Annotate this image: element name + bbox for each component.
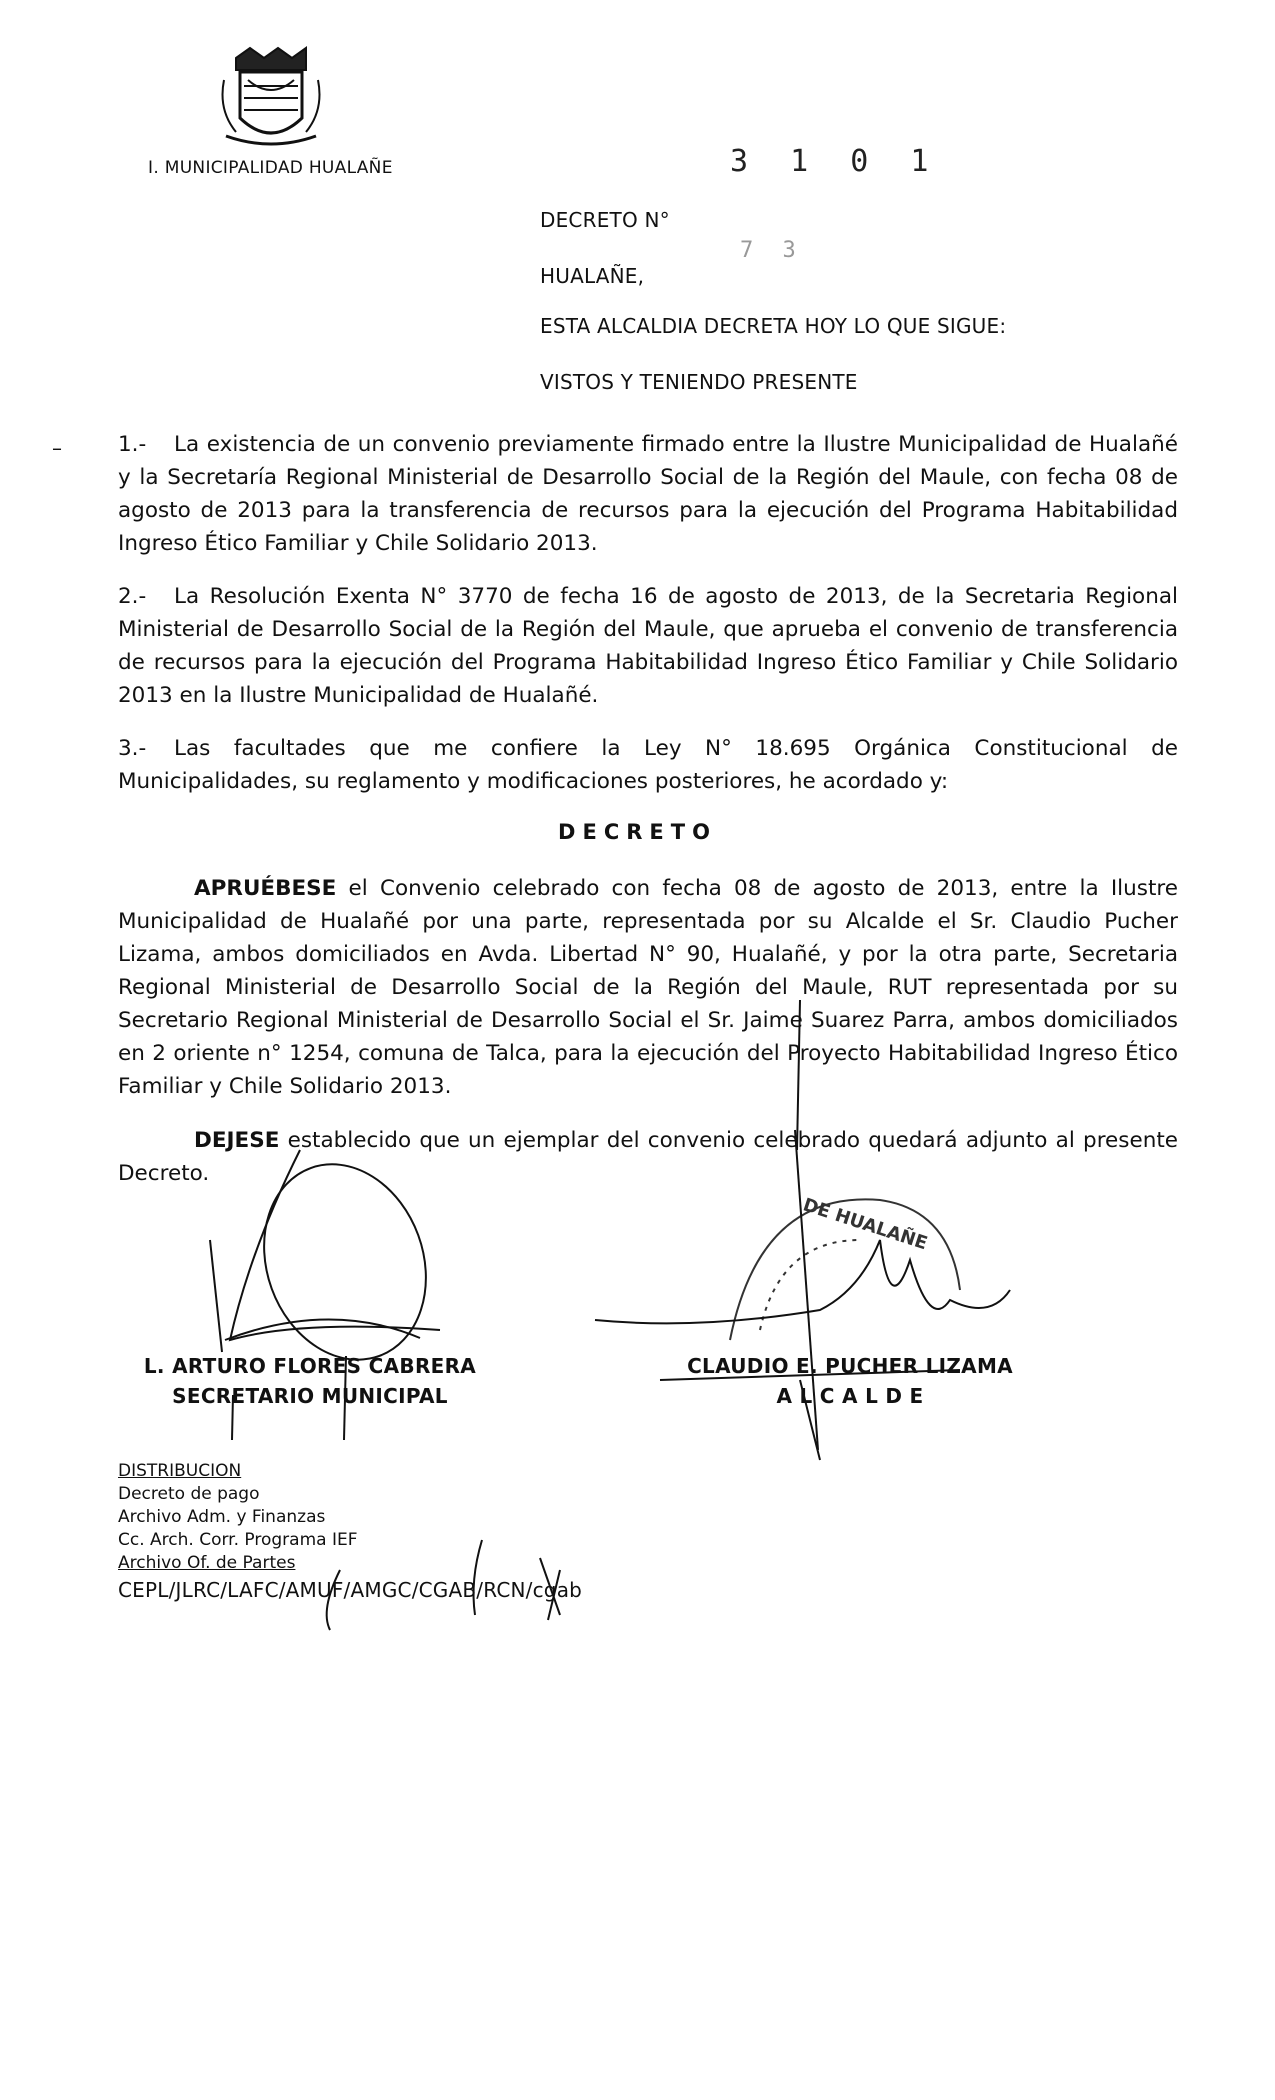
consideration-text: La Resolución Exenta N° 3770 de fecha 16 de agosto de 2013, de la Secretaria Regional Ministerial de Desarrollo Social de la Región del Maule, que aprueba el convenio de transferencia de recursos para la ejecución del Programa Habitabilidad Ingreso Ético Familiar y Chile Solidario 2013 en la Ilustre Municipalidad de Hualañé. <box>118 584 1178 708</box>
consideration-number: 1.- <box>118 432 147 457</box>
resolution-paragraph <box>118 872 1178 1103</box>
consideration-text: Las facultades que me confiere la Ley N° 18.695 Orgánica Constitucional de Municipalidades, su reglamento y modificaciones posteriores, he acordado y: <box>118 736 1178 794</box>
coat-of-arms-logo <box>223 48 320 144</box>
annex-text: establecido que un ejemplar del convenio celebrado quedará adjunto al presente Decreto. <box>118 1128 1178 1186</box>
decree-number-label: DECRETO N° <box>540 208 670 232</box>
decree-title: DECRETO <box>558 820 717 844</box>
margin-mark: – <box>52 436 62 460</box>
municipality-name: I. MUNICIPALIDAD HUALAÑE <box>148 158 393 178</box>
responsible-initials: CEPL/JLRC/LAFC/AMUF/AMGC/CGAB/RCN/cgab <box>118 1578 583 1602</box>
left-signatory-title: SECRETARIO MUNICIPAL <box>172 1384 448 1408</box>
annex-lead: DEJESE <box>194 1128 280 1153</box>
distribution-list <box>118 1460 357 1575</box>
distribution-item: Archivo Adm. y Finanzas <box>118 1507 326 1527</box>
distribution-item: Archivo Of. de Partes <box>118 1553 296 1573</box>
annex-paragraph <box>118 1124 1178 1190</box>
distribution-item: Cc. Arch. Corr. Programa IEF <box>118 1530 358 1550</box>
resolution-text: el Convenio celebrado con fecha 08 de agosto de 2013, entre la Ilustre Municipalidad de Hualañé por una parte, representada por su Alcalde el Sr. Claudio Pucher Lizama, ambos domiciliados en Avda. Libertad N° 90, Hualañé, y por la otra parte, Secretaria Regional Ministerial de Desarrollo Social de la Región del Maule, RUT representada por su Secretario Regional Ministerial de Desarrollo Social el Sr. Jaime Suarez Parra, ambos domiciliados en 2 oriente n° 1254, comuna de Talca, para la ejecución del Proyecto Habitabilidad Ingreso Ético Familiar y Chile Solidario 2013. <box>118 876 1178 1099</box>
consideration-text: La existencia de un convenio previamente firmado entre la Ilustre Municipalidad de Hualañé y la Secretaría Regional Ministerial de Desarrollo Social de la Región del Maule, con fecha 08 de agosto de 2013 para la transferencia de recursos para la ejecución del Programa Habitabilidad Ingreso Ético Familiar y Chile Solidario 2013. <box>118 432 1178 556</box>
consideration-3 <box>118 732 1178 798</box>
faint-date-stamp: 7 3 <box>740 238 804 263</box>
consideration-number: 3.- <box>118 736 147 761</box>
consideration-2 <box>118 580 1178 712</box>
decree-stamp-number: 3 1 0 1 <box>730 144 941 179</box>
right-signatory-name: CLAUDIO E. PUCHER LIZAMA <box>687 1354 1013 1378</box>
resolution-lead: APRUÉBESE <box>194 876 337 901</box>
place-label: HUALAÑE, <box>540 264 645 288</box>
seal-text: DE HUALAÑE <box>800 1194 930 1255</box>
alcaldia-line: ESTA ALCALDIA DECRETA HOY LO QUE SIGUE: <box>540 314 1007 338</box>
consideration-number: 2.- <box>118 584 147 609</box>
vistos-line: VISTOS Y TENIENDO PRESENTE <box>540 370 858 394</box>
right-signatory-title: A L C A L D E <box>776 1384 924 1408</box>
left-signatory-name: L. ARTURO FLORES CABRERA <box>143 1354 477 1378</box>
distribution-heading: DISTRIBUCION <box>118 1461 242 1481</box>
consideration-1 <box>118 428 1178 560</box>
distribution-item: Decreto de pago <box>118 1484 260 1504</box>
